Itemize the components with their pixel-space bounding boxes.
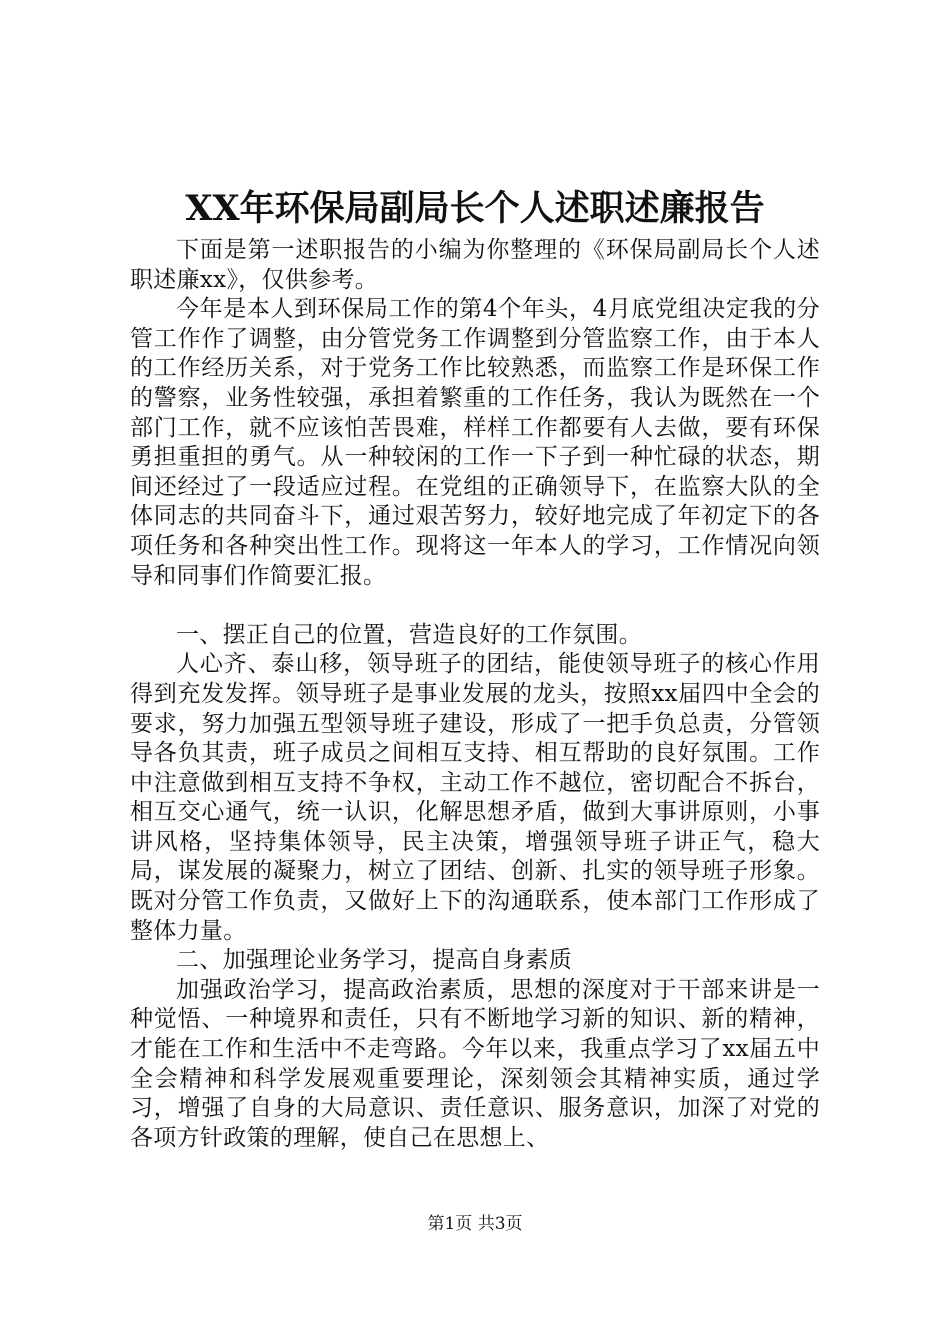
section-2-paragraph: 加强政治学习，提高政治素质，思想的深度对于干部来讲是一种觉悟、一种境界和责任，只有不断地学习新的知识、新的精神，才能在工作和生活中不走弯路。今年以来，我重点学习了xx届五中全会精神和科学发展观重要理论，深刻领会其精神实质，通过学习，增强了自身的大局意识、责任意识、服务意识，加深了对党的各项方针政策的理解，使自己在思想上、 — [130, 976, 820, 1151]
section-1-paragraph: 人心齐、泰山移，领导班子的团结，能使领导班子的核心作用得到充发发挥。领导班子是事业发展的龙头，按照xx届四中全会的要求，努力加强五型领导班子建设，形成了一把手负总责，分管领导各负其责，班子成员之间相互支持、相互帮助的良好氛围。工作中注意做到相互支持不争权，主动工作不越位，密切配合不拆台，相互交心通气，统一认识，化解思想矛盾，做到大事讲原则，小事讲风格，坚持集体领导，民主决策，增强领导班子讲正气，稳大局，谋发展的凝聚力，树立了团结、创新、扎实的领导班子形象。既对分管工作负责，又做好上下的沟通联系，使本部门工作形成了整体力量。 — [130, 651, 820, 944]
document-title: XX年环保局副局长个人述职述廉报告 — [185, 188, 765, 229]
intro-paragraph: 下面是第一述职报告的小编为你整理的《环保局副局长个人述职述廉xx》，仅供参考。 — [130, 237, 820, 293]
opening-paragraph: 今年是本人到环保局工作的第4个年头，4月底党组决定我的分管工作作了调整，由分管党务工作调整到分管监察工作，由于本人的工作经历关系，对于党务工作比较熟悉，而监察工作是环保工作的警察，业务性较强，承担着繁重的工作任务，我认为既然在一个部门工作，就不应该怕苦畏难，样样工作都要有人去做，要有环保勇担重担的勇气。从一种较闲的工作一下子到一种忙碌的状态，期间还经过了一段适应过程。在党组的正确领导下，在监察大队的全体同志的共同奋斗下，通过艰苦努力，较好地完成了年初定下的各项任务和各种突出性工作。现将这一年本人的学习，工作情况向领导和同事们作简要汇报。 — [130, 296, 820, 589]
document-body — [130, 236, 820, 1153]
section-heading-1: 一、摆正自己的位置，营造良好的工作氛围。 — [176, 621, 642, 648]
page-number-footer: 第1页 共3页 — [427, 1214, 523, 1234]
section-heading-2: 二、加强理论业务学习，提高自身素质 — [176, 947, 573, 974]
